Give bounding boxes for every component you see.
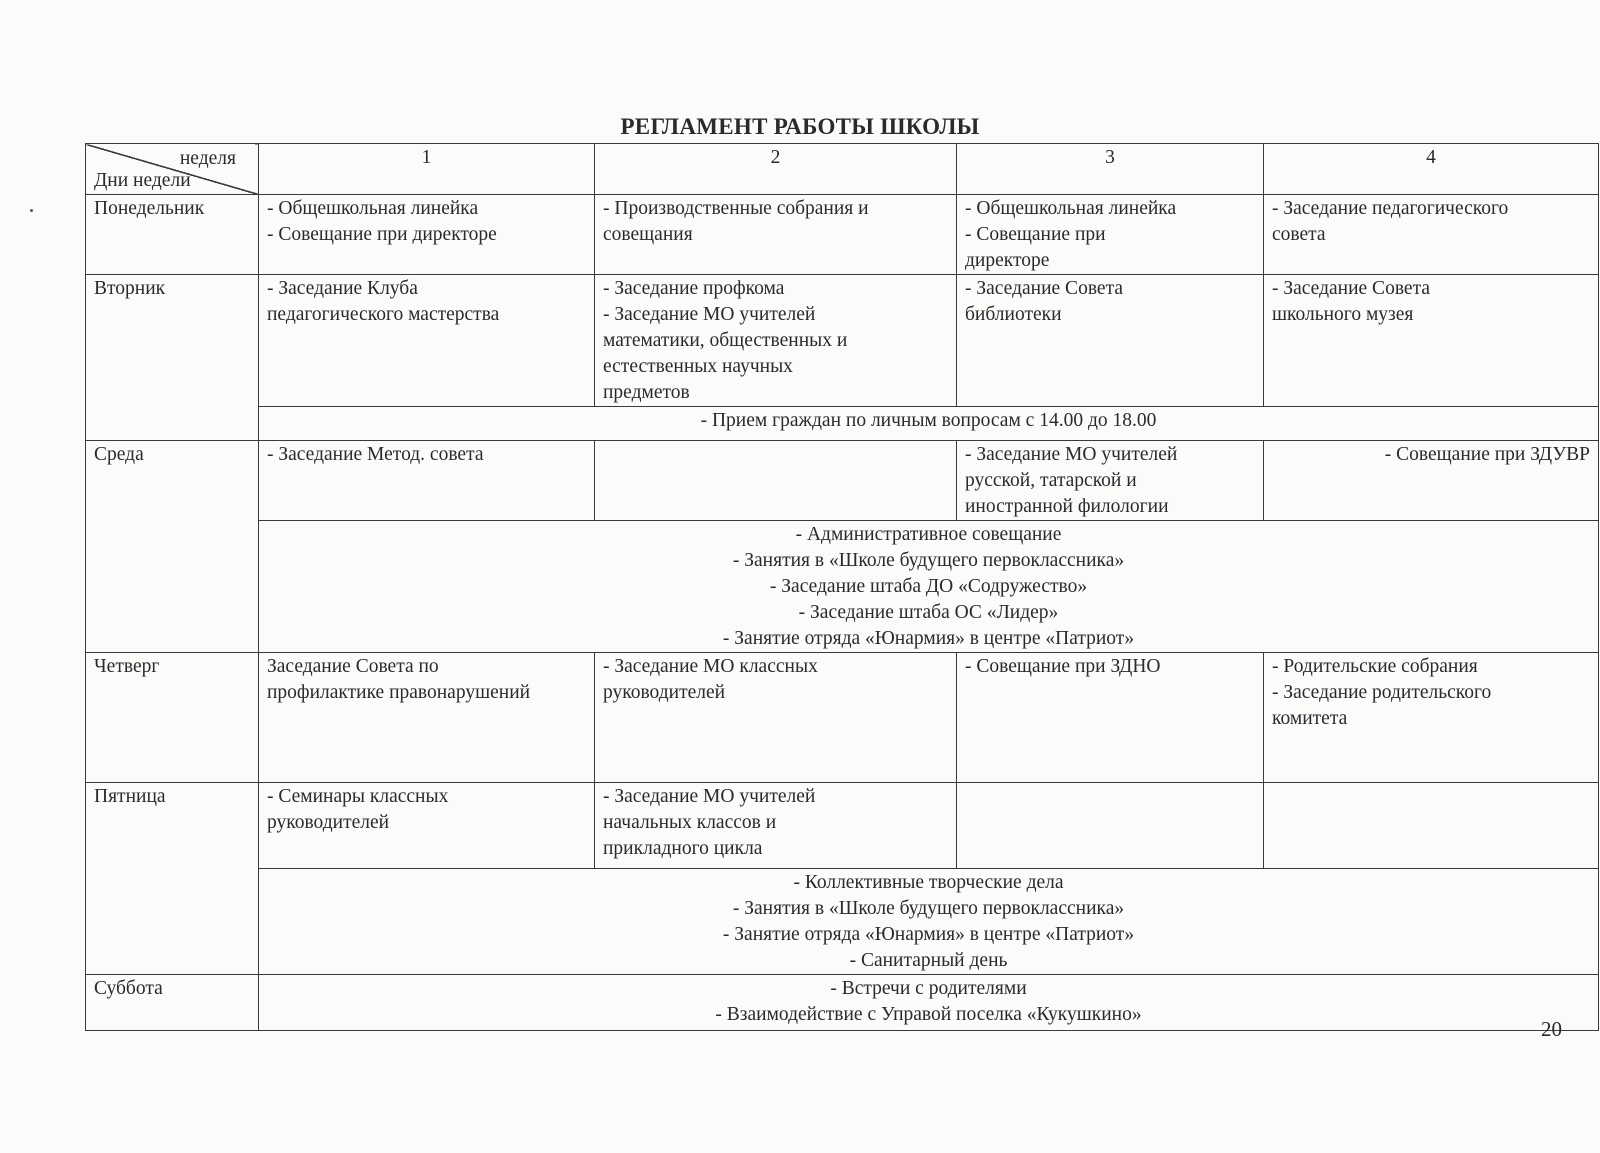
row-monday bbox=[86, 195, 1599, 275]
cell-line: - Заседание Клуба bbox=[267, 278, 418, 299]
cell-line: руководителей bbox=[267, 812, 390, 833]
cell-tue-w2 bbox=[595, 275, 957, 407]
cell-line: - Семинары классных bbox=[267, 786, 449, 807]
cell-wed-w3 bbox=[957, 441, 1264, 521]
cell-line: школьного музея bbox=[1272, 304, 1414, 325]
cell-line: начальных классов и bbox=[603, 812, 777, 833]
header-row bbox=[86, 144, 1599, 195]
corner-days-label: Дни недели bbox=[94, 170, 191, 191]
cell-line: - Заседание штаба ДО «Содружество» bbox=[769, 576, 1088, 597]
cell-fri-w3 bbox=[957, 783, 1264, 869]
cell-wed-common bbox=[259, 521, 1599, 653]
cell-line: - Взаимодействие с Управой поселка «Кукушкино» bbox=[715, 1004, 1142, 1025]
day-thursday: Четверг bbox=[86, 653, 259, 783]
cell-line: педагогического мастерства bbox=[267, 304, 500, 325]
row-wednesday-common bbox=[86, 521, 1599, 653]
row-wednesday bbox=[86, 441, 1599, 521]
cell-fri-common bbox=[259, 869, 1599, 975]
cell-line: предметов bbox=[603, 382, 690, 403]
cell-tue-common bbox=[259, 407, 1599, 441]
cell-line: - Заседание Совета bbox=[1272, 278, 1430, 299]
week-header-4: 4 bbox=[1264, 144, 1599, 195]
cell-line: - Заседание Совета bbox=[965, 278, 1123, 299]
cell-line: - Коллективные творческие дела bbox=[793, 872, 1064, 893]
cell-fri-w4 bbox=[1264, 783, 1599, 869]
cell-thu-w1 bbox=[259, 653, 595, 783]
week-header-2: 2 bbox=[595, 144, 957, 195]
cell-mon-w4 bbox=[1264, 195, 1599, 275]
cell-line: - Занятие отряда «Юнармия» в центре «Патриот» bbox=[722, 924, 1135, 945]
cell-thu-w4 bbox=[1264, 653, 1599, 783]
cell-line: - Производственные собрания и bbox=[603, 198, 869, 219]
cell-line: - Совещание при bbox=[965, 224, 1106, 245]
cell-line: директоре bbox=[965, 250, 1050, 271]
cell-line: - Заседание МО классных bbox=[603, 656, 818, 677]
cell-line: совета bbox=[1272, 224, 1326, 245]
cell-line: - Совещание при директоре bbox=[267, 224, 497, 245]
cell-line: - Административное совещание bbox=[795, 524, 1062, 545]
cell-line: - Заседание Метод. совета bbox=[267, 444, 484, 465]
day-wednesday: Среда bbox=[86, 441, 259, 653]
week-header-3: 3 bbox=[957, 144, 1264, 195]
row-friday bbox=[86, 783, 1599, 869]
cell-line: - Заседание профкома bbox=[603, 278, 785, 299]
corner-week-label: неделя bbox=[179, 148, 236, 169]
cell-line: совещания bbox=[603, 224, 693, 245]
cell-wed-w1 bbox=[259, 441, 595, 521]
row-thursday bbox=[86, 653, 1599, 783]
cell-line: - Совещание при ЗДНО bbox=[965, 656, 1161, 677]
cell-line: - Заседание МО учителей bbox=[965, 444, 1178, 465]
cell-line: - Встречи с родителями bbox=[830, 978, 1027, 999]
row-tuesday bbox=[86, 275, 1599, 407]
cell-tue-w4 bbox=[1264, 275, 1599, 407]
page-number: 20 bbox=[1541, 1017, 1562, 1041]
cell-thu-w3 bbox=[957, 653, 1264, 783]
cell-line: естественных научных bbox=[603, 356, 793, 377]
cell-line: математики, общественных и bbox=[603, 330, 848, 351]
page-title: РЕГЛАМЕНТ РАБОТЫ ШКОЛЫ bbox=[620, 114, 980, 139]
schedule-table bbox=[85, 143, 1599, 1031]
cell-line: прикладного цикла bbox=[603, 838, 763, 859]
cell-wed-w2 bbox=[595, 441, 957, 521]
cell-fri-w2 bbox=[595, 783, 957, 869]
cell-line: - Общешкольная линейка bbox=[267, 198, 479, 219]
cell-tue-w1 bbox=[259, 275, 595, 407]
cell-line: - Прием граждан по личным вопросам с 14.00 до 18.00 bbox=[700, 410, 1157, 431]
cell-line: русской, татарской и bbox=[965, 470, 1137, 491]
cell-line: - Заседание родительского bbox=[1272, 682, 1492, 703]
cell-mon-w3 bbox=[957, 195, 1264, 275]
corner-cell bbox=[86, 144, 259, 195]
cell-mon-w2 bbox=[595, 195, 957, 275]
cell-line: профилактике правонарушений bbox=[267, 682, 531, 703]
day-friday: Пятница bbox=[86, 783, 259, 975]
cell-line: - Общешкольная линейка bbox=[965, 198, 1177, 219]
row-friday-common bbox=[86, 869, 1599, 975]
cell-mon-w1 bbox=[259, 195, 595, 275]
cell-line: - Заседание МО учителей bbox=[603, 304, 816, 325]
row-saturday bbox=[86, 975, 1599, 1031]
cell-line: библиотеки bbox=[965, 304, 1062, 325]
cell-line: - Заседание штаба ОС «Лидер» bbox=[798, 602, 1059, 623]
cell-wed-w4 bbox=[1264, 441, 1599, 521]
cell-sat-common bbox=[259, 975, 1599, 1031]
cell-line: - Заседание педагогического bbox=[1272, 198, 1509, 219]
cell-line: - Родительские собрания bbox=[1272, 656, 1478, 677]
cell-line: иностранной филологии bbox=[965, 496, 1169, 517]
cell-line: - Совещание при ЗДУВР bbox=[1384, 444, 1590, 465]
cell-line: - Заседание МО учителей bbox=[603, 786, 816, 807]
row-tuesday-common bbox=[86, 407, 1599, 441]
day-monday: Понедельник bbox=[86, 195, 259, 275]
cell-thu-w2 bbox=[595, 653, 957, 783]
week-header-1: 1 bbox=[259, 144, 595, 195]
cell-line: - Занятие отряда «Юнармия» в центре «Патриот» bbox=[722, 628, 1135, 649]
cell-line: Заседание Совета по bbox=[267, 656, 439, 677]
cell-line: комитета bbox=[1272, 708, 1348, 729]
day-tuesday: Вторник bbox=[86, 275, 259, 441]
cell-fri-w1 bbox=[259, 783, 595, 869]
cell-line: руководителей bbox=[603, 682, 726, 703]
cell-line: - Занятия в «Школе будущего первоклассника» bbox=[732, 898, 1125, 919]
scan-speck bbox=[30, 209, 33, 212]
cell-tue-w3 bbox=[957, 275, 1264, 407]
cell-line: - Занятия в «Школе будущего первоклассника» bbox=[732, 550, 1125, 571]
cell-line: - Санитарный день bbox=[849, 950, 1008, 971]
day-saturday: Суббота bbox=[86, 975, 259, 1031]
